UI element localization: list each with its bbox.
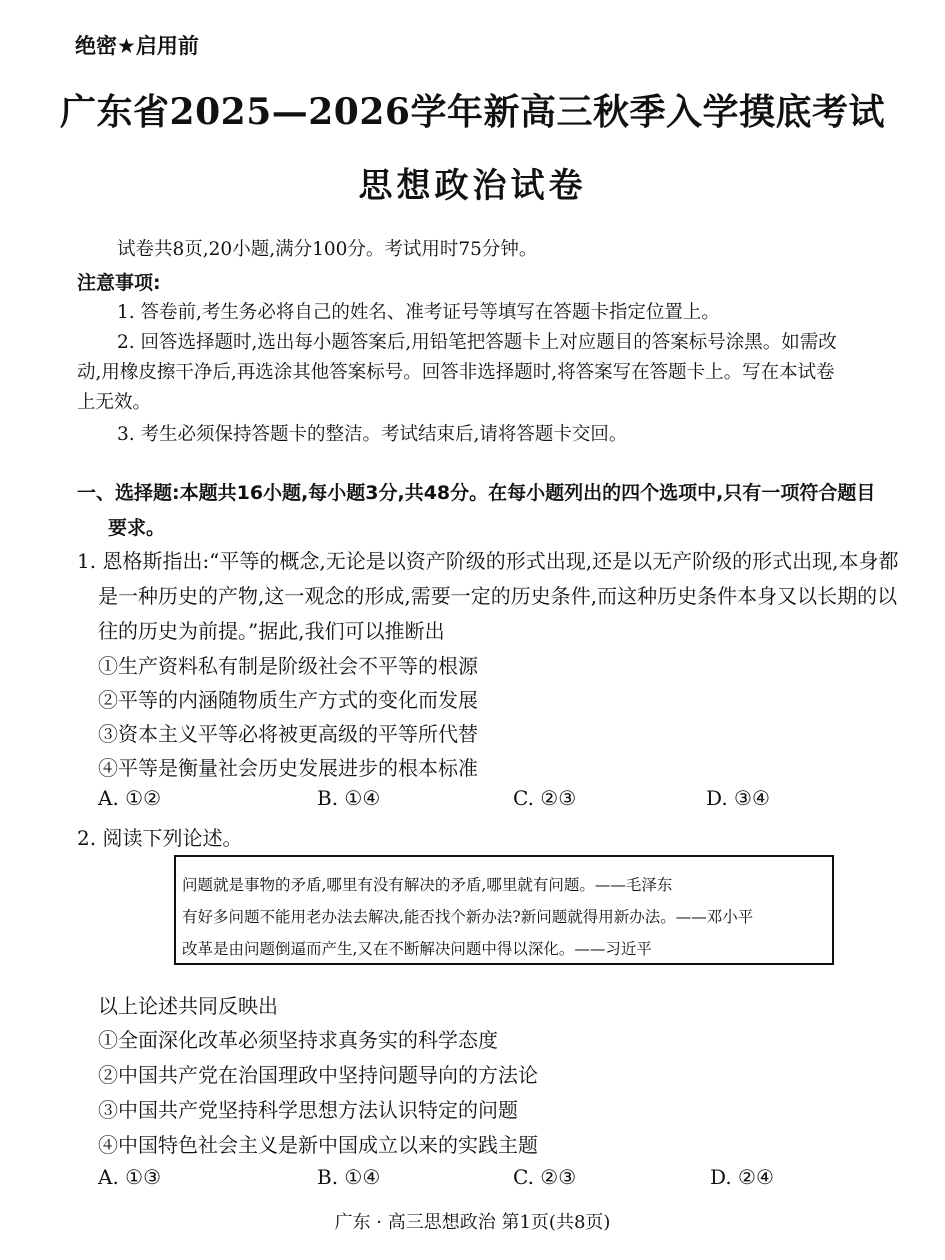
notice-item-3: 3. 考生必须保持答题卡的整洁。考试结束后,请将答题卡交回。	[117, 424, 628, 445]
question-1-statement-3: ③资本主义平等必将被更高级的平等所代替	[98, 722, 478, 746]
notice-item-1: 1. 答卷前,考生务必将自己的姓名、准考证号等填写在答题卡指定位置上。	[117, 302, 720, 323]
question-2-statement-2: ②中国共产党在治国理政中坚持问题导向的方法论	[98, 1063, 538, 1087]
exam-title: 广东省2025—2026学年新高三秋季入学摸底考试	[60, 91, 885, 133]
quote-xi: 改革是由问题倒逼而产生,又在不断解决问题中得以深化。——习近平	[182, 940, 652, 958]
question-1-stem-line-3: 往的历史为前提。”据此,我们可以推断出	[98, 619, 445, 643]
question-2-lead: 以上论述共同反映出	[98, 994, 278, 1018]
question-2-option-c: C. ②③	[513, 1165, 577, 1189]
question-2-statement-1: ①全面深化改革必须坚持求真务实的科学态度	[98, 1028, 498, 1052]
question-2-option-b: B. ①④	[317, 1165, 381, 1189]
question-1-statement-4: ④平等是衡量社会历史发展进步的根本标准	[98, 756, 478, 780]
question-1-stem-line-1: 1. 恩格斯指出:“平等的概念,无论是以资产阶级的形式出现,还是以无产阶级的形式出现,本身都	[77, 549, 899, 573]
page-footer: 广东 · 高三思想政治 第1页(共8页)	[334, 1212, 611, 1233]
question-1-option-b: B. ①④	[317, 786, 381, 810]
notice-item-2-line-2: 动,用橡皮擦干净后,再选涂其他答案标号。回答非选择题时,将答案写在答题卡上。写在本试卷	[77, 362, 835, 383]
section-heading-continued: 要求。	[108, 517, 166, 539]
question-1-statement-1: ①生产资料私有制是阶级社会不平等的根源	[98, 654, 478, 678]
notice-item-2-line-3: 上无效。	[77, 392, 152, 413]
exam-subject-title: 思想政治试卷	[358, 166, 587, 206]
confidential-label: 绝密★启用前	[75, 34, 199, 58]
quote-mao: 问题就是事物的矛盾,哪里有没有解决的矛盾,哪里就有问题。——毛泽东	[182, 876, 673, 894]
question-1-stem-line-2: 是一种历史的产物,这一观念的形成,需要一定的历史条件,而这种历史条件本身又以长期的以	[98, 584, 898, 608]
question-2-statement-3: ③中国共产党坚持科学思想方法认识特定的问题	[98, 1098, 518, 1122]
exam-summary: 试卷共8页,20小题,满分100分。考试用时75分钟。	[117, 239, 538, 260]
quotation-box	[174, 855, 834, 965]
question-2-option-a: A. ①③	[98, 1165, 162, 1189]
question-2-stem: 2. 阅读下列论述。	[77, 826, 243, 850]
question-1-option-a: A. ①②	[98, 786, 162, 810]
question-2-option-d: D. ②④	[710, 1165, 774, 1189]
notice-item-2-line-1: 2. 回答选择题时,选出每小题答案后,用铅笔把答题卡上对应题目的答案标号涂黑。如需改	[117, 332, 837, 353]
question-1-statement-2: ②平等的内涵随物质生产方式的变化而发展	[98, 688, 478, 712]
question-1-option-d: D. ③④	[706, 786, 770, 810]
notice-title: 注意事项:	[77, 272, 161, 294]
question-2-statement-4: ④中国特色社会主义是新中国成立以来的实践主题	[98, 1133, 538, 1157]
section-heading: 一、选择题:本题共16小题,每小题3分,共48分。在每小题列出的四个选项中,只有一项符合题目	[77, 482, 876, 504]
question-1-option-c: C. ②③	[513, 786, 577, 810]
quote-deng: 有好多问题不能用老办法去解决,能否找个新办法?新问题就得用新办法。——邓小平	[182, 908, 754, 926]
